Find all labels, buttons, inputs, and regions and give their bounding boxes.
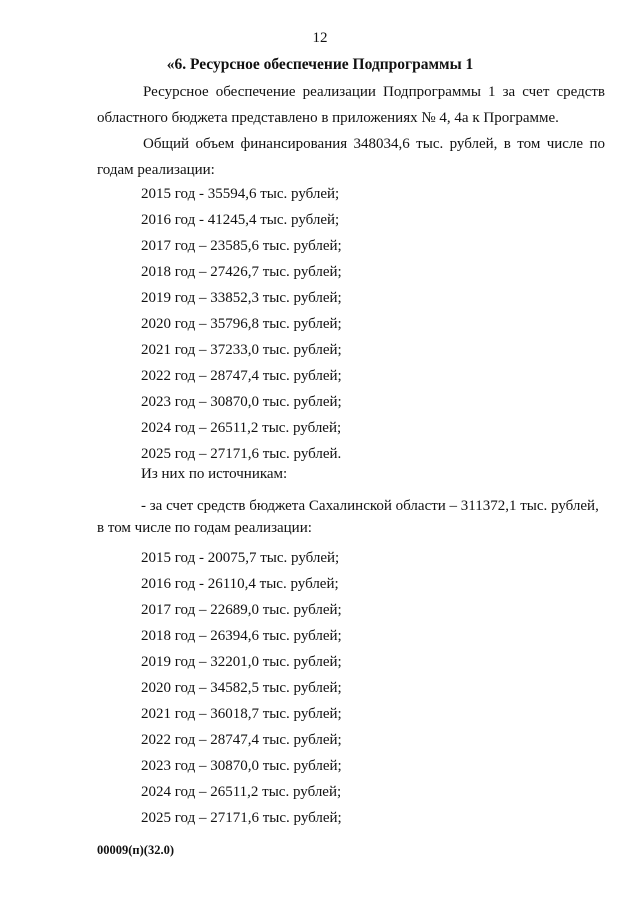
list-item: 2017 год – 23585,6 тыс. рублей;: [141, 238, 342, 254]
list-item: 2024 год – 26511,2 тыс. рублей;: [141, 420, 342, 436]
document-footer-code: 00009(п)(32.0): [97, 843, 174, 857]
list-item: 2019 год – 33852,3 тыс. рублей;: [141, 290, 342, 306]
list-item: 2016 год - 41245,4 тыс. рублей;: [141, 212, 340, 228]
list-item: 2015 год - 35594,6 тыс. рублей;: [141, 186, 340, 202]
total-financing-by-year-list: [141, 181, 342, 467]
list-item: 2015 год - 20075,7 тыс. рублей;: [141, 550, 340, 566]
list-item: 2022 год – 28747,4 тыс. рублей;: [141, 368, 342, 384]
sources-heading: Из них по источникам:: [141, 466, 288, 482]
list-item: 2025 год – 27171,6 тыс. рублей.: [141, 446, 342, 462]
regional-budget-total: - за счет средств бюджета Сахалинской области – 311372,1 тыс. рублей,: [141, 498, 599, 514]
section-heading: «6. Ресурсное обеспечение Подпрограммы 1: [166, 56, 474, 73]
list-item: 2018 год – 27426,7 тыс. рублей;: [141, 264, 342, 280]
regional-budget-by-year-list: [141, 545, 342, 831]
list-item: 2018 год – 26394,6 тыс. рублей;: [141, 628, 342, 644]
list-item: 2020 год – 34582,5 тыс. рублей;: [141, 680, 342, 696]
list-item: 2025 год – 27171,6 тыс. рублей;: [141, 810, 342, 826]
list-item: 2021 год – 36018,7 тыс. рублей;: [141, 706, 342, 722]
paragraph-resource-provision: Ресурсное обеспечение реализации Подпрограммы 1 за счет средств областного бюджета представлено в приложениях № 4, 4а к Программе.: [97, 84, 605, 126]
list-item: 2023 год – 30870,0 тыс. рублей;: [141, 394, 342, 410]
paragraph-total-financing: Общий объем финансирования 348034,6 тыс. рублей, в том числе по годам реализации:: [97, 136, 605, 178]
page-number: 12: [312, 30, 328, 46]
list-item: 2021 год – 37233,0 тыс. рублей;: [141, 342, 342, 358]
list-item: 2017 год – 22689,0 тыс. рублей;: [141, 602, 342, 618]
list-item: 2024 год – 26511,2 тыс. рублей;: [141, 784, 342, 800]
regional-budget-by-year-intro: в том числе по годам реализации:: [97, 520, 312, 536]
list-item: 2016 год - 26110,4 тыс. рублей;: [141, 576, 339, 592]
list-item: 2019 год – 32201,0 тыс. рублей;: [141, 654, 342, 670]
list-item: 2020 год – 35796,8 тыс. рублей;: [141, 316, 342, 332]
list-item: 2022 год – 28747,4 тыс. рублей;: [141, 732, 342, 748]
list-item: 2023 год – 30870,0 тыс. рублей;: [141, 758, 342, 774]
